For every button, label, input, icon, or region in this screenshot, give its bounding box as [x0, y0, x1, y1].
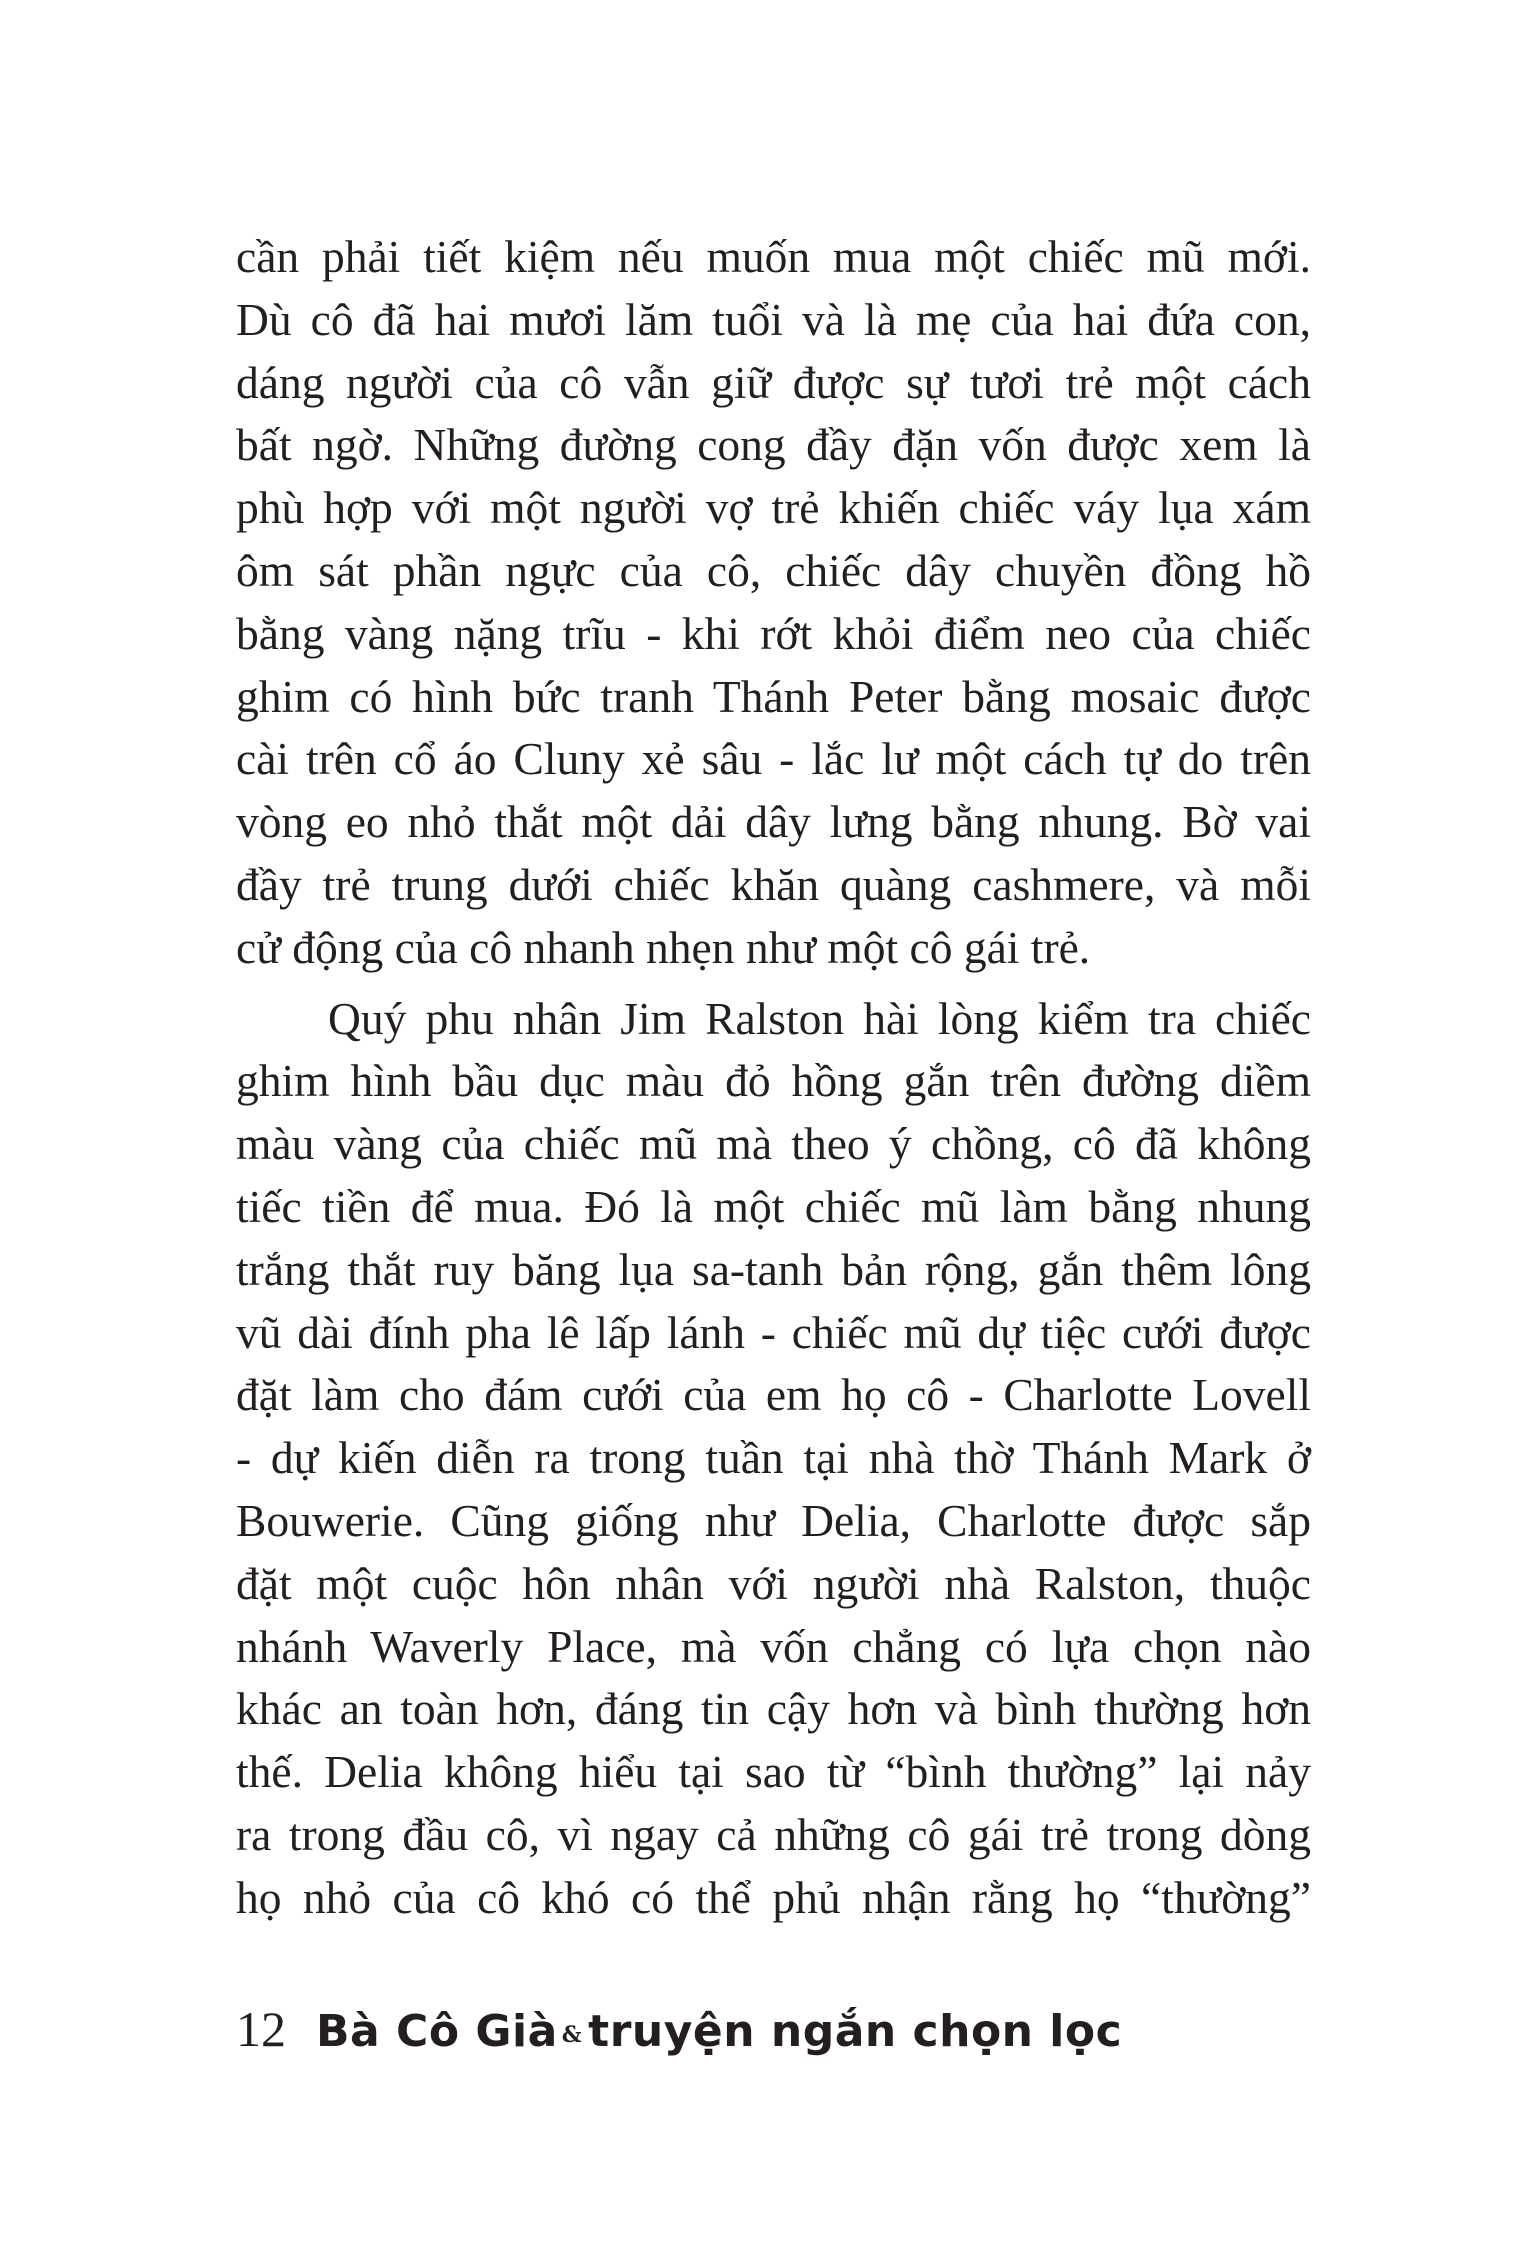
text-line: ghim hình bầu dục màu đỏ hồng gắn trên đường diềm	[236, 1055, 1311, 1107]
page-footer	[236, 2000, 1122, 2070]
text-line: đặt làm cho đám cưới của em họ cô - Charlotte Lovell	[236, 1369, 1311, 1421]
text-line: cài trên cổ áo Cluny xẻ sâu - lắc lư một cách tự do trên	[236, 733, 1311, 785]
text-line: bất ngờ. Những đường cong đầy đặn vốn được xem là	[236, 419, 1311, 471]
running-title	[316, 2006, 1122, 2057]
page-number: 12	[236, 2001, 286, 2057]
text-line: tiếc tiền để mua. Đó là một chiếc mũ làm bằng nhung	[236, 1180, 1311, 1232]
text-line: nhánh Waverly Place, mà vốn chẳng có lựa chọn nào	[236, 1620, 1311, 1672]
text-line: vòng eo nhỏ thắt một dải dây lưng bằng nhung. Bờ vai	[236, 796, 1311, 848]
body-text	[236, 226, 1311, 1930]
text-line: màu vàng của chiếc mũ mà theo ý chồng, cô đã không	[236, 1118, 1311, 1170]
ampersand-glyph: &	[561, 2022, 583, 2048]
text-line: cử động của cô nhanh nhẹn như một cô gái trẻ.	[236, 921, 1091, 973]
text-line: phù hợp với một người vợ trẻ khiến chiếc váy lụa xám	[236, 482, 1311, 534]
running-title-part-1: Bà Cô Già	[316, 2006, 558, 2057]
text-line: ôm sát phần ngực của cô, chiếc dây chuyền đồng hồ	[236, 544, 1311, 596]
text-line: họ nhỏ của cô khó có thể phủ nhận rằng họ “thường”	[236, 1871, 1311, 1923]
text-line: bằng vàng nặng trĩu - khi rớt khỏi điểm neo của chiếc	[236, 607, 1311, 659]
paragraph-gap	[236, 980, 1311, 988]
text-line: cần phải tiết kiệm nếu muốn mua một chiếc mũ mới.	[236, 231, 1311, 282]
text-line: vũ dài đính pha lê lấp lánh - chiếc mũ dự tiệc cưới được	[236, 1306, 1311, 1358]
text-line: Dù cô đã hai mươi lăm tuổi và là mẹ của hai đứa con,	[236, 293, 1311, 345]
text-line: dáng người của cô vẫn giữ được sự tươi trẻ một cách	[236, 356, 1311, 408]
text-line: đặt một cuộc hôn nhân với người nhà Ralston, thuộc	[236, 1557, 1311, 1609]
text-line: đầy trẻ trung dưới chiếc khăn quàng cashmere, và mỗi	[236, 858, 1311, 910]
text-line: khác an toàn hơn, đáng tin cậy hơn và bình thường hơn	[236, 1683, 1311, 1735]
text-line: - dự kiến diễn ra trong tuần tại nhà thờ Thánh Mark ở	[236, 1432, 1311, 1484]
text-line: trắng thắt ruy băng lụa sa-tanh bản rộng, gắn thêm lông	[236, 1243, 1311, 1295]
running-title-part-2: truyện ngắn chọn lọc	[588, 2006, 1123, 2057]
text-line: ra trong đầu cô, vì ngay cả những cô gái trẻ trong dòng	[236, 1808, 1311, 1860]
text-line: Bouwerie. Cũng giống như Delia, Charlotte được sắp	[236, 1494, 1311, 1546]
text-line: thế. Delia không hiểu tại sao từ “bình thường” lại nảy	[236, 1746, 1311, 1798]
text-line: ghim có hình bức tranh Thánh Peter bằng mosaic được	[236, 670, 1311, 722]
text-line: Quý phu nhân Jim Ralston hài lòng kiểm tra chiếc	[328, 992, 1311, 1044]
